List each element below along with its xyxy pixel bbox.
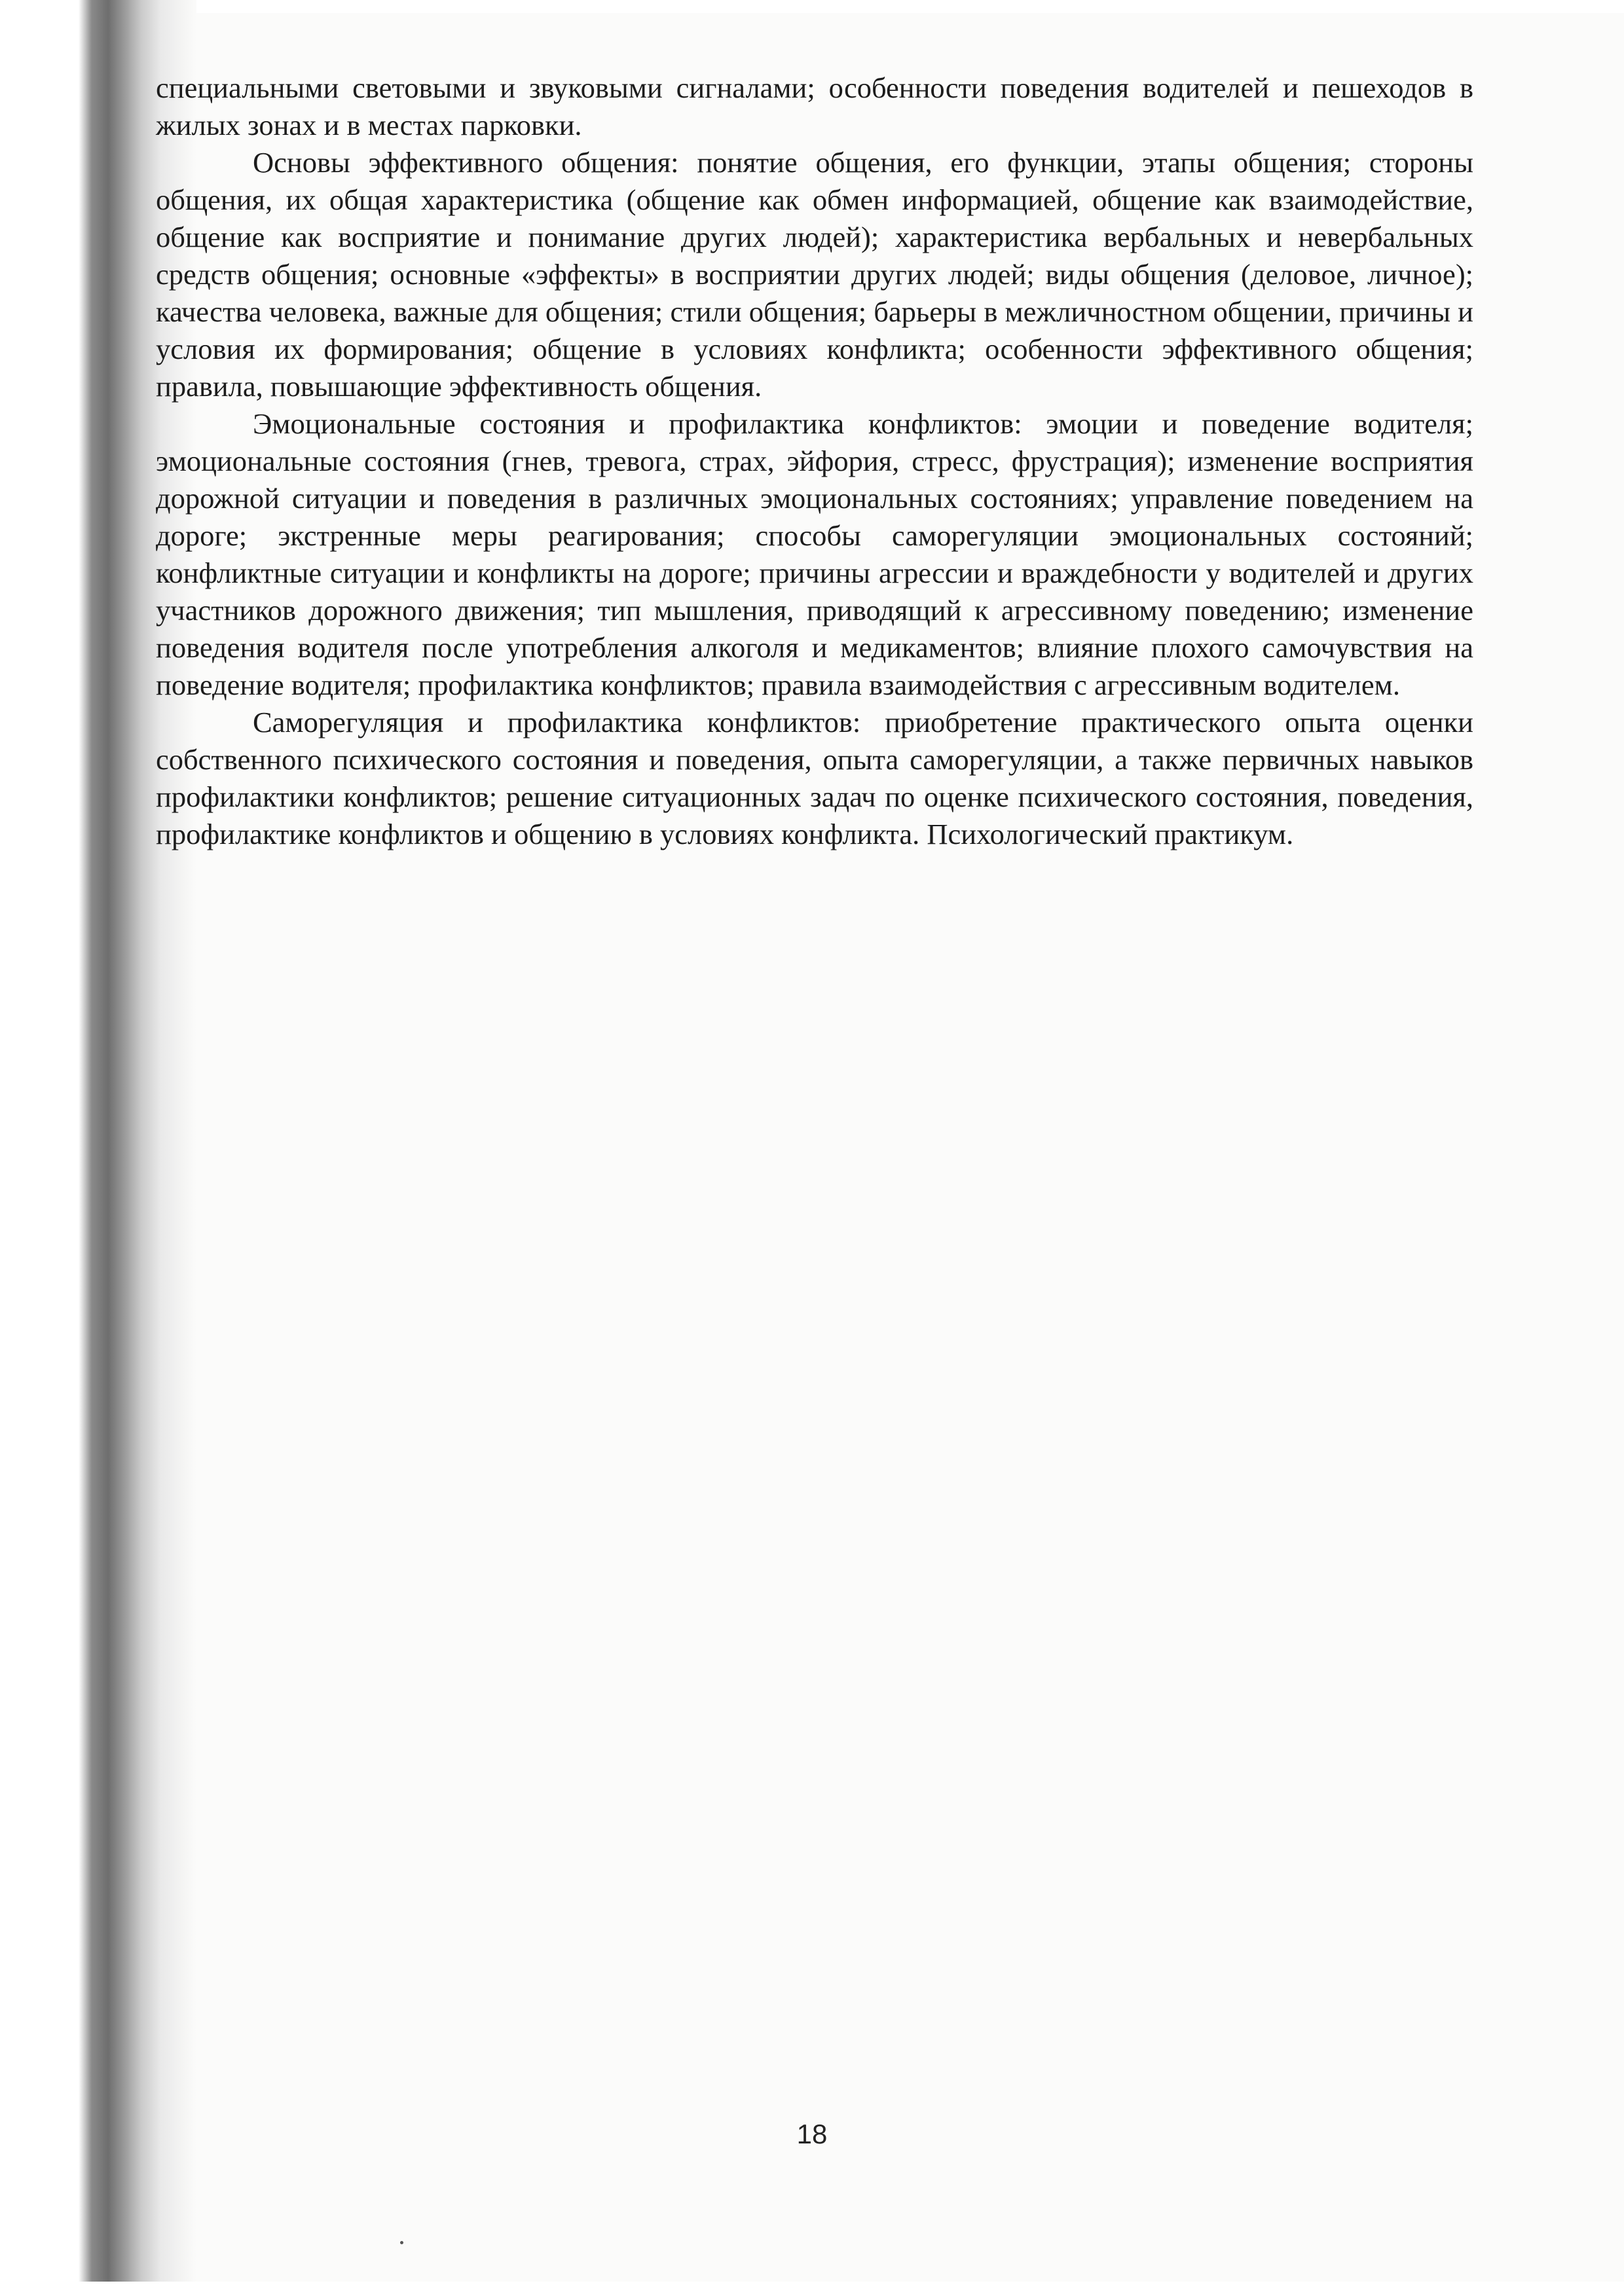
paragraph-emotional-states: Эмоциональные состояния и профилактика конфликтов: эмоции и поведение водителя; эмоциональные состояния (гнев, тревога, страх, эйфория, стресс, фрустрация); изменение восприятия дорожной ситуации и поведения в различных эмоциональных состояниях; управление поведением на дороге; экстренные меры реагирования; способы саморегуляции эмоциональных состояний; конфликтные ситуации и конфликты на дороге; причины агрессии и враждебности у водителей и других участников дорожного движения; тип мышления, приводящий к агрессивному поведению; изменение поведения водителя после употребления алкоголя и медикаментов; влияние плохого самочувствия на поведение водителя; профилактика конфликтов; правила взаимодействия с агрессивным водителем. bbox=[156, 407, 1473, 701]
paragraph-self-regulation: Саморегуляция и профилактика конфликтов: приобретение практического опыта оценки собственного психического состояния и поведения, опыта саморегуляции, а также первичных навыков профилактики конфликтов; решение ситуационных задач по оценке психического состояния, поведения, профилактике конфликтов и общению в условиях конфликта. Психологический практикум. bbox=[156, 706, 1473, 850]
paragraph-communication: Основы эффективного общения: понятие общения, его функции, этапы общения; стороны общения, их общая характеристика (общение как обмен информацией, общение как взаимодействие, общение как восприятие и понимание других людей); характеристика вербальных и невербальных средств общения; основные «эффекты» в восприятии других людей; виды общения (деловое, личное); качества человека, важные для общения; стили общения; барьеры в межличностном общении, причины и условия их формирования; общение в условиях конфликта; особенности эффективного общения; правила, повышающие эффективность общения. bbox=[156, 146, 1473, 403]
paragraph-continuation: специальными световыми и звуковыми сигналами; особенности поведения водителей и пешеходов в жилых зонах и в местах парковки. bbox=[156, 71, 1473, 141]
body-text bbox=[156, 69, 1473, 853]
scan-top-margin bbox=[0, 0, 1624, 13]
page-number: 18 bbox=[796, 2119, 828, 2149]
scan-speck bbox=[400, 2241, 403, 2244]
scan-bottom-margin bbox=[0, 2282, 1624, 2296]
